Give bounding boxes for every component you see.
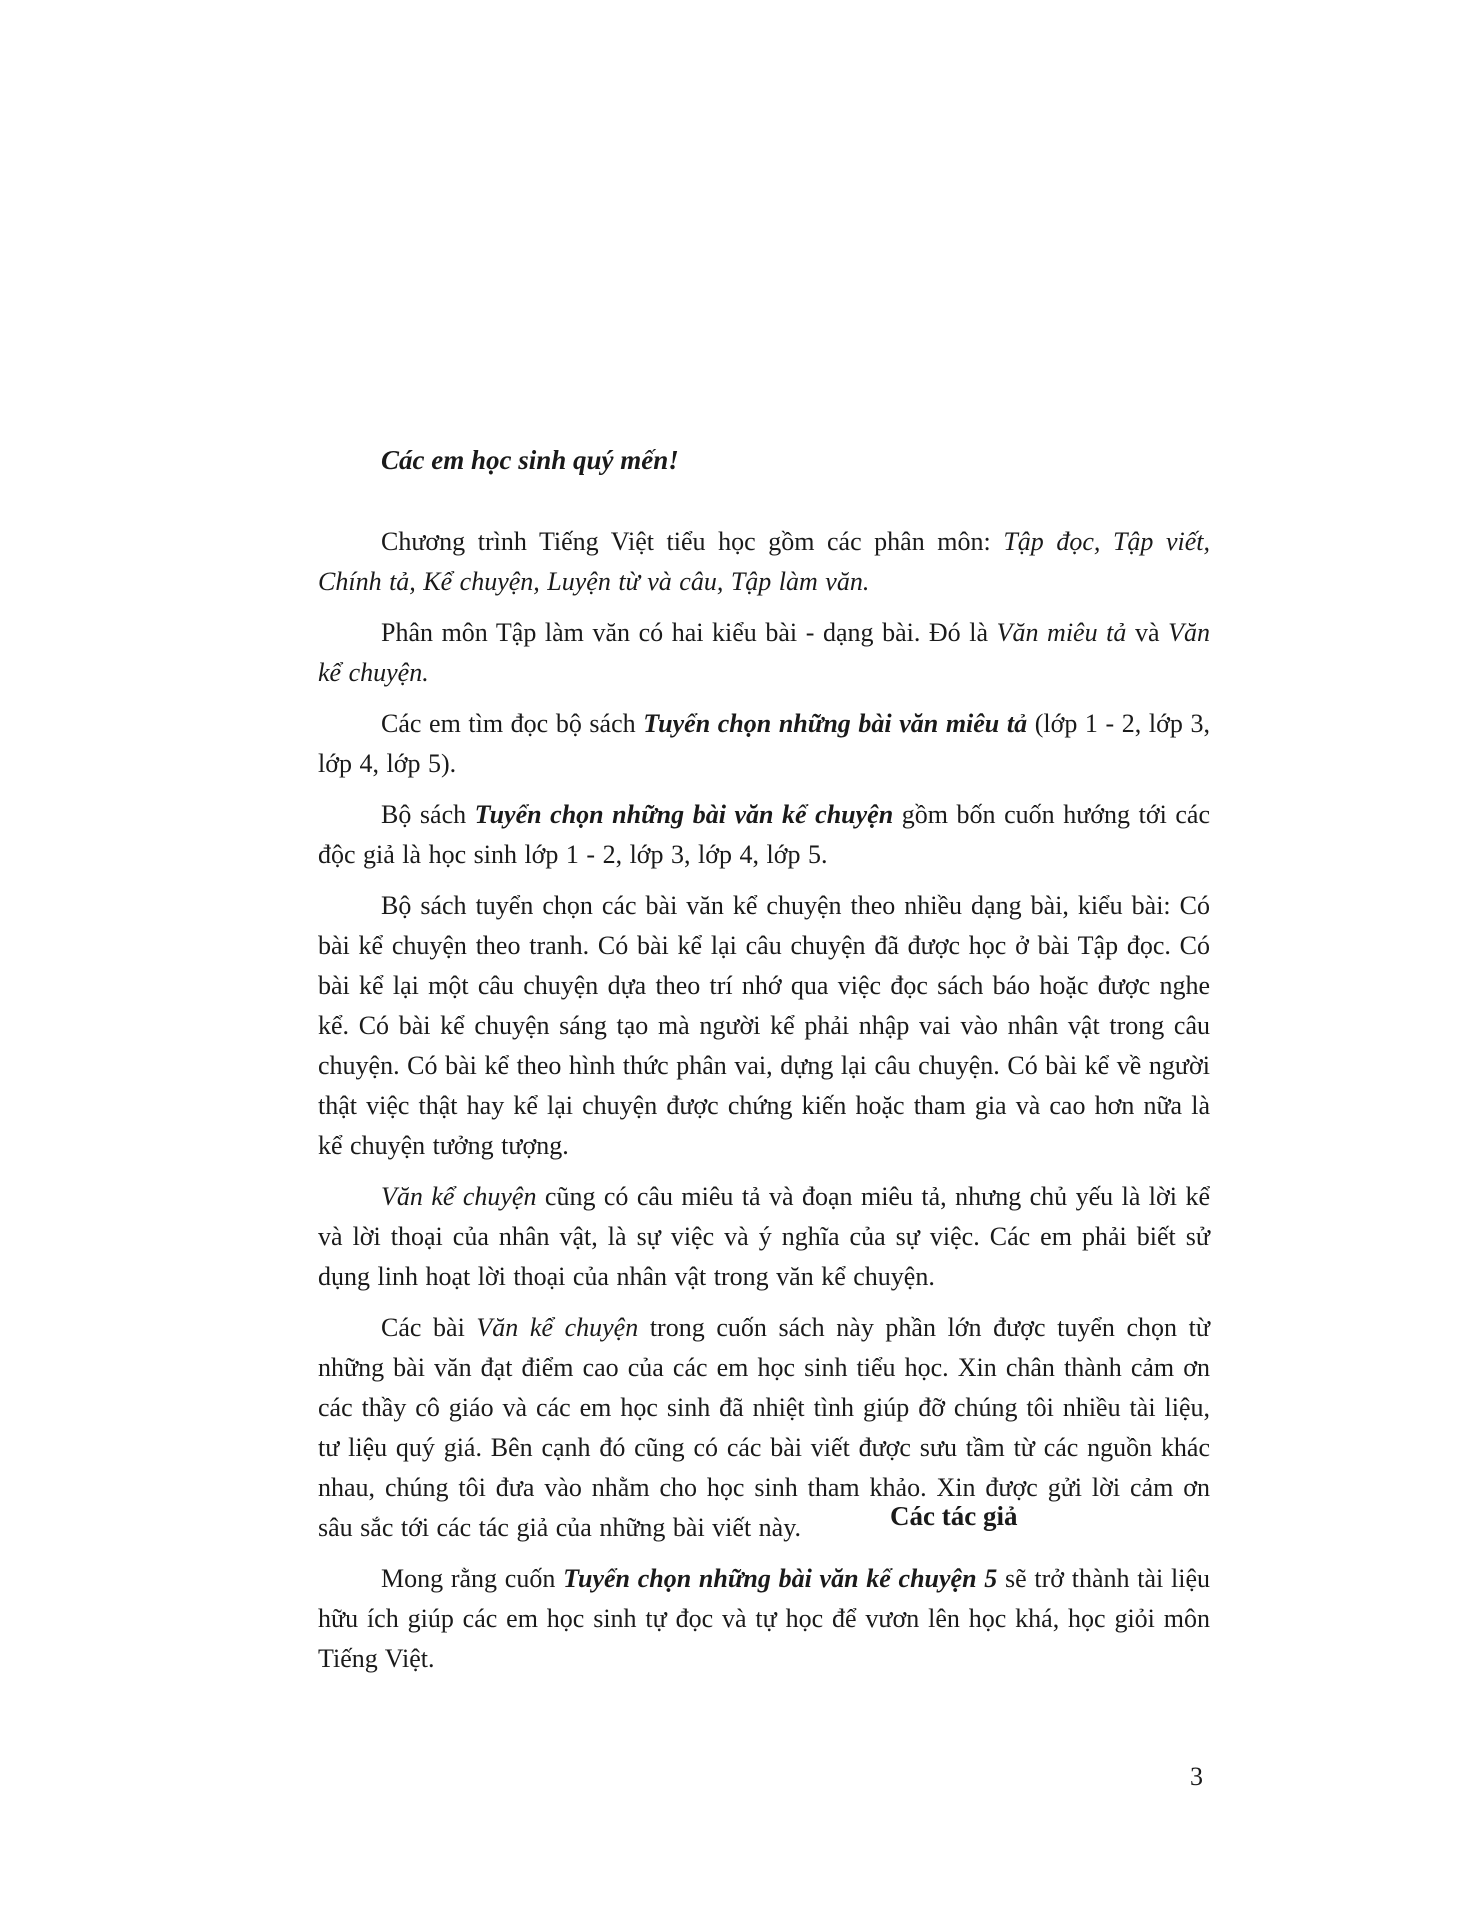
paragraph-4	[318, 795, 1210, 875]
text-run: Các bài	[381, 1313, 477, 1342]
text-run: Các em tìm đọc bộ sách	[381, 709, 644, 738]
signature: Các tác giả	[890, 1501, 1018, 1531]
text-run: trong cuốn sách này phần lớn được tuyển chọn từ những bài văn đạt điểm cao của các em học sinh tiểu học. Xin chân thành cảm ơn các thầy cô giáo và các em học sinh đã nhiệt tình giúp đỡ chúng tôi nhiều tài liệu, tư liệu quý giá. Bên cạnh đó cũng có các bài viết được sưu tầm từ các nguồn khác nhau, chúng tôi đưa vào nhằm cho học sinh tham khảo. Xin được gửi lời cảm ơn sâu sắc tới các tác giả của những bài viết này.	[318, 1313, 1210, 1542]
bold-italic-run: Tuyển chọn những bài văn miêu tả	[643, 709, 1028, 738]
greeting: Các em học sinh quý mến!	[381, 445, 679, 475]
text-run: sẽ trở thành tài liệu hữu ích giúp các em học sinh tự đọc và tự học để vươn lên học khá, học giỏi môn Tiếng Việt.	[318, 1564, 1210, 1673]
text-run: Mong rằng cuốn	[381, 1564, 564, 1593]
text-run: Phân môn Tập làm văn có hai kiểu bài - dạng bài. Đó là	[381, 618, 997, 647]
italic-run: Tập đọc, Tập viết, Chính tả, Kể chuyện, Luyện từ và câu, Tập làm văn.	[318, 527, 1210, 596]
spacer	[318, 480, 1210, 522]
text-run: và	[1126, 618, 1169, 647]
bold-italic-run: Tuyển chọn những bài văn kể chuyện 5	[563, 1564, 998, 1593]
text-run: Chương trình Tiếng Việt tiểu học gồm các phân môn:	[381, 527, 1004, 556]
text-run: Bộ sách tuyển chọn các bài văn kể chuyện theo nhiều dạng bài, kiểu bài: Có bài kể chuyện theo tranh. Có bài kể lại câu chuyện đã được học ở bài Tập đọc. Có bài kể lại một câu chuyện dựa theo trí nhớ qua việc đọc sách báo hoặc được nghe kể. Có bài kể chuyện sáng tạo mà người kể phải nhập vai vào nhân vật trong câu chuyện. Có bài kể theo hình thức phân vai, dựng lại câu chuyện. Có bài kể về người thật việc thật hay kể lại chuyện được chứng kiến hoặc tham gia và cao hơn nữa là kể chuyện tưởng tượng.	[318, 891, 1210, 1160]
italic-run: Văn kể chuyện	[381, 1182, 537, 1211]
preface-body	[318, 440, 1210, 1690]
bold-italic-run: Tuyển chọn những bài văn kể chuyện	[474, 800, 894, 829]
paragraph-6	[318, 1177, 1210, 1297]
paragraph-5	[318, 886, 1210, 1166]
italic-run: Văn kể chuyện	[476, 1313, 639, 1342]
text-run: Bộ sách	[381, 800, 475, 829]
paragraph-3	[318, 704, 1210, 784]
page-number: 3	[1190, 1762, 1203, 1791]
text-run: (lớp 1 - 2, lớp 3, lớp 4, lớp 5).	[318, 709, 1210, 778]
italic-run: Văn miêu tả	[996, 618, 1127, 647]
text-run: gồm bốn cuốn hướng tới các độc giả là học sinh lớp 1 - 2, lớp 3, lớp 4, lớp 5.	[318, 800, 1210, 869]
text-run: cũng có câu miêu tả và đoạn miêu tả, nhưng chủ yếu là lời kể và lời thoại của nhân vật, là sự việc và ý nghĩa của sự việc. Các em phải biết sử dụng linh hoạt lời thoại của nhân vật trong văn kể chuyện.	[318, 1182, 1210, 1291]
paragraph-2	[318, 613, 1210, 693]
italic-run: Văn kể chuyện.	[318, 618, 1210, 687]
paragraph-7	[318, 1308, 1210, 1548]
paragraph-1	[318, 522, 1210, 602]
paragraph-8	[318, 1559, 1210, 1679]
